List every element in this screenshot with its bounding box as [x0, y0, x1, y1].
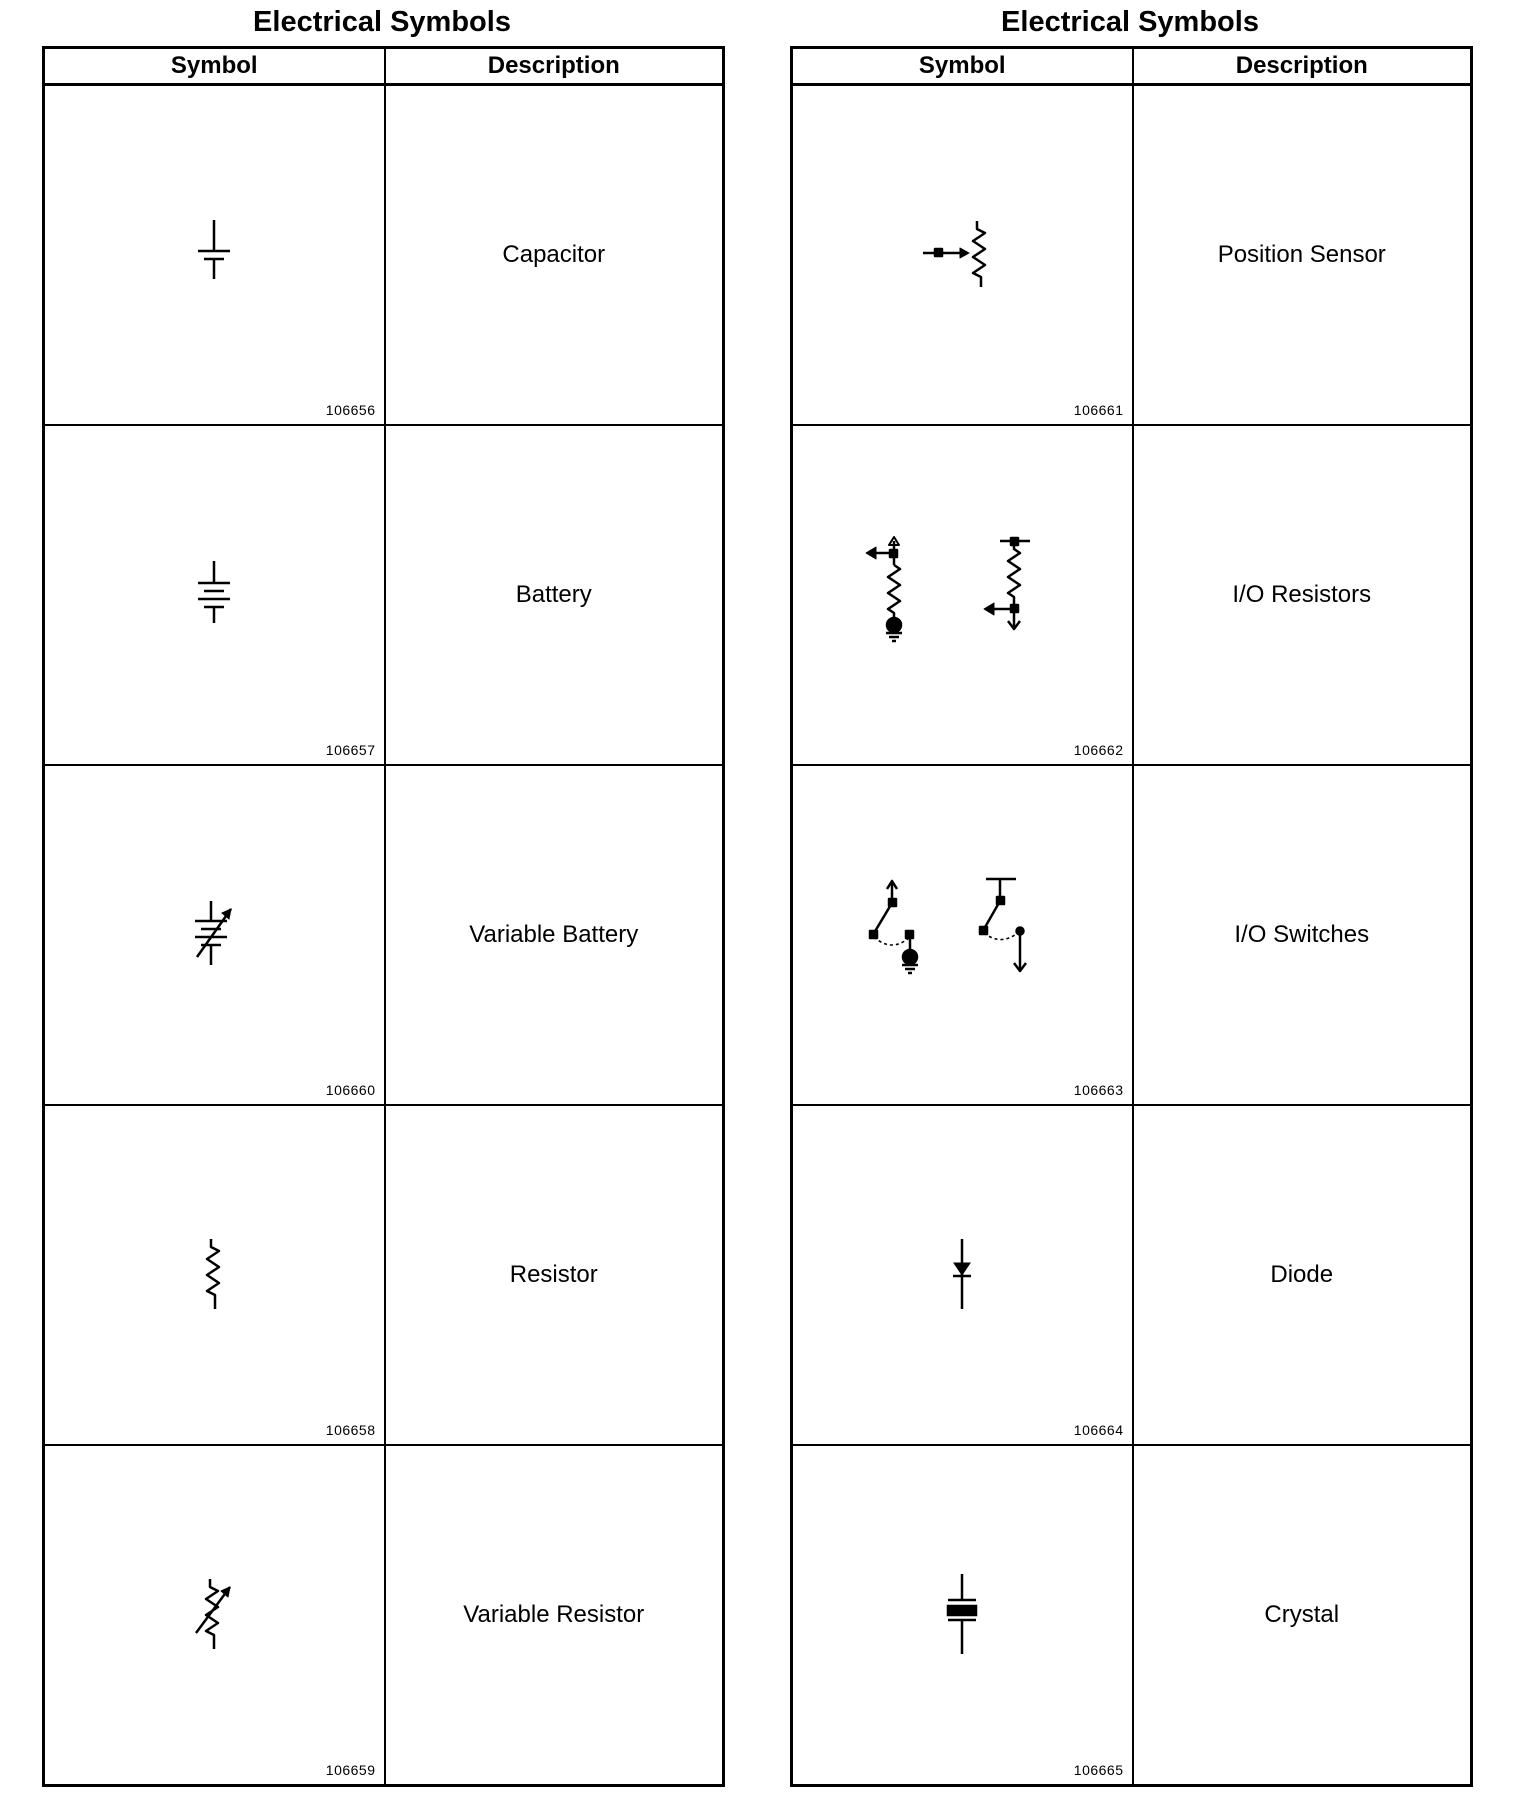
- description-cell: [1133, 425, 1472, 765]
- symbol-column-header: Symbol: [44, 48, 385, 85]
- table-row: [44, 425, 724, 765]
- description-cell: [1133, 85, 1472, 426]
- symbol-cell: [792, 1105, 1133, 1445]
- figure-number: 106660: [325, 1082, 376, 1098]
- right-symbols-table: [790, 46, 1473, 1787]
- position-sensor-icon: [917, 215, 1007, 295]
- symbol-cell: [44, 1105, 385, 1445]
- description-cell: [1133, 765, 1472, 1105]
- symbol-cell: [44, 765, 385, 1105]
- io-resistors-icon: [862, 535, 1062, 655]
- table-row: [792, 1105, 1472, 1445]
- figure-number: 106658: [325, 1422, 376, 1438]
- figure-number: 106661: [1073, 402, 1124, 418]
- description-text: Variable Resistor: [463, 1601, 645, 1628]
- description-cell: [385, 425, 724, 765]
- table-header-row: [44, 48, 724, 85]
- description-text: I/O Resistors: [1232, 581, 1372, 608]
- figure-number: 106663: [1073, 1082, 1124, 1098]
- io-switches-icon: [862, 875, 1062, 995]
- table-row: [792, 1445, 1472, 1786]
- right-panel-title: Electrical Symbols: [1001, 6, 1259, 38]
- description-column-header: Description: [1133, 48, 1472, 85]
- right-symbols-panel: [790, 0, 1470, 1787]
- symbol-cell: [44, 1445, 385, 1786]
- table-row: [44, 85, 724, 426]
- symbol-cell: [792, 85, 1133, 426]
- figure-number: 106662: [1073, 742, 1124, 758]
- description-text: Battery: [515, 581, 592, 608]
- description-cell: [385, 1445, 724, 1786]
- symbol-cell: [792, 1445, 1133, 1786]
- description-cell: [1133, 1105, 1472, 1445]
- description-cell: [385, 765, 724, 1105]
- description-text: Position Sensor: [1217, 241, 1386, 268]
- description-text: I/O Switches: [1234, 921, 1370, 948]
- description-column-header: Description: [385, 48, 724, 85]
- symbol-cell: [44, 425, 385, 765]
- capacitor-icon: [184, 215, 244, 295]
- table-row: [792, 765, 1472, 1105]
- left-symbols-panel: [42, 0, 722, 1787]
- description-cell: [385, 1105, 724, 1445]
- table-row: [792, 85, 1472, 426]
- symbol-column-header: Symbol: [792, 48, 1133, 85]
- figure-number: 106659: [325, 1762, 376, 1778]
- table-row: [792, 425, 1472, 765]
- description-text: Resistor: [509, 1261, 598, 1288]
- diode-icon: [937, 1235, 987, 1315]
- left-panel-title: Electrical Symbols: [253, 6, 511, 38]
- description-cell: [385, 85, 724, 426]
- symbol-cell: [792, 425, 1133, 765]
- figure-number: 106657: [325, 742, 376, 758]
- battery-icon: [184, 555, 244, 635]
- table-header-row: [792, 48, 1472, 85]
- figure-number: 106664: [1073, 1422, 1124, 1438]
- symbol-cell: [44, 85, 385, 426]
- variable-battery-icon: [179, 895, 249, 975]
- description-text: Variable Battery: [469, 921, 639, 948]
- left-symbols-table: [42, 46, 725, 1787]
- symbol-cell: [792, 765, 1133, 1105]
- description-text: Crystal: [1264, 1601, 1340, 1628]
- description-cell: [1133, 1445, 1472, 1786]
- table-row: [44, 1445, 724, 1786]
- description-text: Capacitor: [502, 241, 606, 268]
- figure-number: 106665: [1073, 1762, 1124, 1778]
- table-row: [44, 1105, 724, 1445]
- figure-number: 106656: [325, 402, 376, 418]
- variable-resistor-icon: [184, 1575, 244, 1655]
- resistor-icon: [189, 1235, 239, 1315]
- crystal-icon: [932, 1570, 992, 1660]
- description-text: Diode: [1270, 1261, 1334, 1288]
- table-row: [44, 765, 724, 1105]
